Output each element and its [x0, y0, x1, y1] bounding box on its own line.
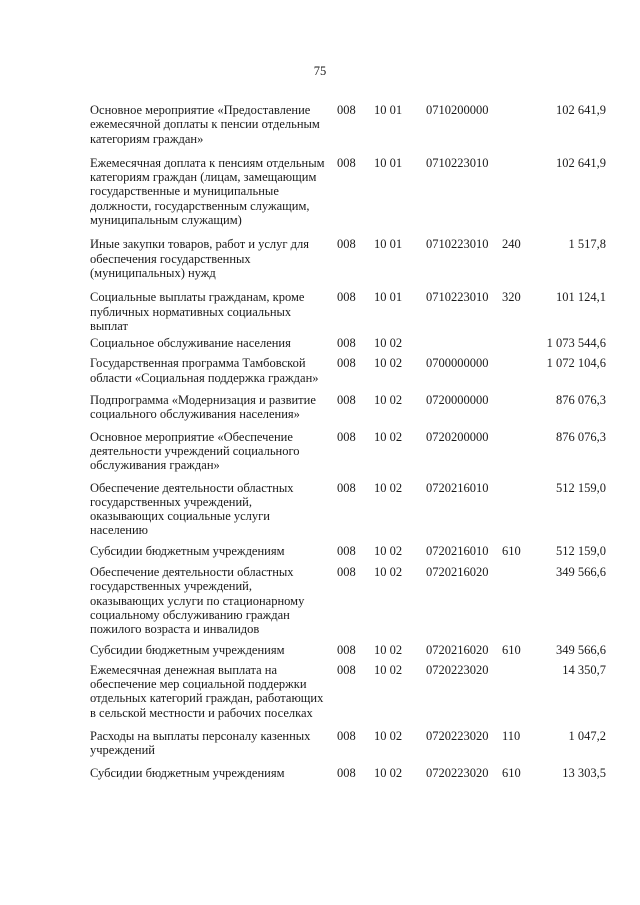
- amount-value: 512 159,0: [556, 480, 606, 495]
- row-name: Социальное обслуживание населения: [90, 336, 291, 351]
- section-code: 10 02: [374, 765, 403, 780]
- ministry-code: 008: [337, 480, 356, 495]
- section-code: 10 02: [374, 480, 403, 495]
- expense-type-code: 610: [502, 543, 521, 558]
- target-article-code: 0710223010: [426, 290, 489, 305]
- table-row: [90, 430, 606, 473]
- amount-value: 14 350,7: [562, 662, 606, 677]
- row-name: Ежемесячная денежная выплата на обеспечение мер социальной поддержки отдельных категорий граждан, работающих в сельской местности и рабочих поселках: [90, 662, 324, 720]
- amount-value: 349 566,6: [556, 642, 606, 657]
- target-article-code: 0720216010: [426, 480, 489, 495]
- target-article-code: 0720216010: [426, 543, 489, 558]
- amount-value: 349 566,6: [556, 565, 606, 580]
- expense-type-code: 610: [502, 642, 521, 657]
- section-code: 10 02: [374, 356, 403, 371]
- row-name: Подпрограмма «Модернизация и развитие социального обслуживания населения»: [90, 393, 316, 422]
- section-code: 10 01: [374, 103, 403, 117]
- amount-value: 101 124,1: [556, 290, 606, 305]
- section-code: 10 02: [374, 393, 403, 408]
- expense-type-code: 320: [502, 290, 521, 305]
- section-code: 10 02: [374, 565, 403, 580]
- target-article-code: 0720200000: [426, 429, 489, 444]
- row-name: Основное мероприятие «Предоставление ежемесячной доплаты к пенсии отдельным категориям граждан»: [90, 103, 320, 146]
- target-article-code: 0720216020: [426, 565, 489, 580]
- expense-type-code: 610: [502, 765, 521, 780]
- ministry-code: 008: [337, 662, 356, 677]
- ministry-code: 008: [337, 336, 356, 351]
- ministry-code: 008: [337, 543, 356, 558]
- ministry-code: 008: [337, 237, 356, 252]
- section-code: 10 02: [374, 662, 403, 677]
- amount-value: 512 159,0: [556, 543, 606, 558]
- page-number: 75: [313, 64, 327, 78]
- table-row: [90, 290, 606, 333]
- table-row: [90, 544, 606, 558]
- target-article-code: 0700000000: [426, 356, 489, 371]
- amount-value: 102 641,9: [556, 155, 606, 170]
- expense-type-code: 240: [502, 237, 521, 252]
- row-name: Обеспечение деятельности областных государственных учреждений, оказывающих услуги по стационарному социальному обслуживанию граждан пожилого возраста и инвалидов: [90, 565, 305, 637]
- ministry-code: 008: [337, 290, 356, 305]
- row-name: Основное мероприятие «Обеспечение деятельности учреждений социального обслуживания граждан»: [90, 429, 300, 473]
- ministry-code: 008: [337, 765, 356, 780]
- section-code: 10 02: [374, 642, 403, 657]
- section-code: 10 02: [374, 728, 403, 743]
- amount-value: 876 076,3: [556, 393, 606, 408]
- table-row: [90, 103, 606, 146]
- row-name: Субсидии бюджетным учреждениям: [90, 543, 285, 558]
- row-name: Социальные выплаты гражданам, кроме публичных нормативных социальных выплат: [90, 290, 305, 333]
- section-code: 10 01: [374, 155, 403, 170]
- target-article-code: 0720000000: [426, 393, 489, 408]
- row-name: Обеспечение деятельности областных государственных учреждений, оказывающих социальные услуги населению: [90, 480, 294, 538]
- table-row: [90, 393, 606, 422]
- ministry-code: 008: [337, 429, 356, 444]
- target-article-code: 0720223020: [426, 728, 489, 743]
- table-row: [90, 156, 606, 227]
- row-name: Иные закупки товаров, работ и услуг для обеспечения государственных (муниципальных) нужд: [90, 237, 310, 280]
- table-row: [90, 766, 606, 780]
- table-row: [90, 729, 606, 758]
- row-name: Государственная программа Тамбовской области «Социальная поддержка граждан»: [90, 356, 319, 385]
- row-name: Субсидии бюджетным учреждениям: [90, 642, 285, 657]
- section-code: 10 02: [374, 543, 403, 558]
- expense-type-code: 110: [502, 728, 521, 743]
- target-article-code: 0720216020: [426, 642, 489, 657]
- section-code: 10 02: [374, 429, 403, 444]
- row-name: Субсидии бюджетным учреждениям: [90, 765, 285, 780]
- amount-value: 1 073 544,6: [546, 336, 606, 351]
- target-article-code: 0710223010: [426, 237, 489, 252]
- target-article-code: 0710200000: [426, 103, 489, 117]
- target-article-code: 0720223020: [426, 662, 489, 677]
- section-code: 10 01: [374, 237, 403, 252]
- table-row: [90, 481, 606, 538]
- table-row: [90, 336, 606, 350]
- table-row: [90, 356, 606, 385]
- table-row: [90, 643, 606, 657]
- ministry-code: 008: [337, 356, 356, 371]
- table-row: [90, 237, 606, 280]
- table-row: [90, 663, 606, 720]
- row-name: Ежемесячная доплата к пенсиям отдельным категориям граждан (лицам, замещающим государственные и муниципальные должности, государственным служащим, муниципальным служащим): [90, 155, 325, 228]
- amount-value: 1 517,8: [568, 237, 606, 252]
- ministry-code: 008: [337, 103, 356, 117]
- section-code: 10 02: [374, 336, 403, 351]
- target-article-code: 0720223020: [426, 765, 489, 780]
- target-article-code: 0710223010: [426, 155, 489, 170]
- ministry-code: 008: [337, 155, 356, 170]
- row-name: Расходы на выплаты персоналу казенных учреждений: [90, 728, 311, 758]
- amount-value: 102 641,9: [556, 103, 606, 117]
- budget-table: [90, 95, 606, 780]
- section-code: 10 01: [374, 290, 403, 305]
- amount-value: 876 076,3: [556, 429, 606, 444]
- amount-value: 13 303,5: [562, 765, 606, 780]
- ministry-code: 008: [337, 565, 356, 580]
- table-row: [90, 565, 606, 636]
- ministry-code: 008: [337, 393, 356, 408]
- amount-value: 1 072 104,6: [546, 356, 606, 371]
- amount-value: 1 047,2: [568, 728, 606, 743]
- ministry-code: 008: [337, 642, 356, 657]
- ministry-code: 008: [337, 728, 356, 743]
